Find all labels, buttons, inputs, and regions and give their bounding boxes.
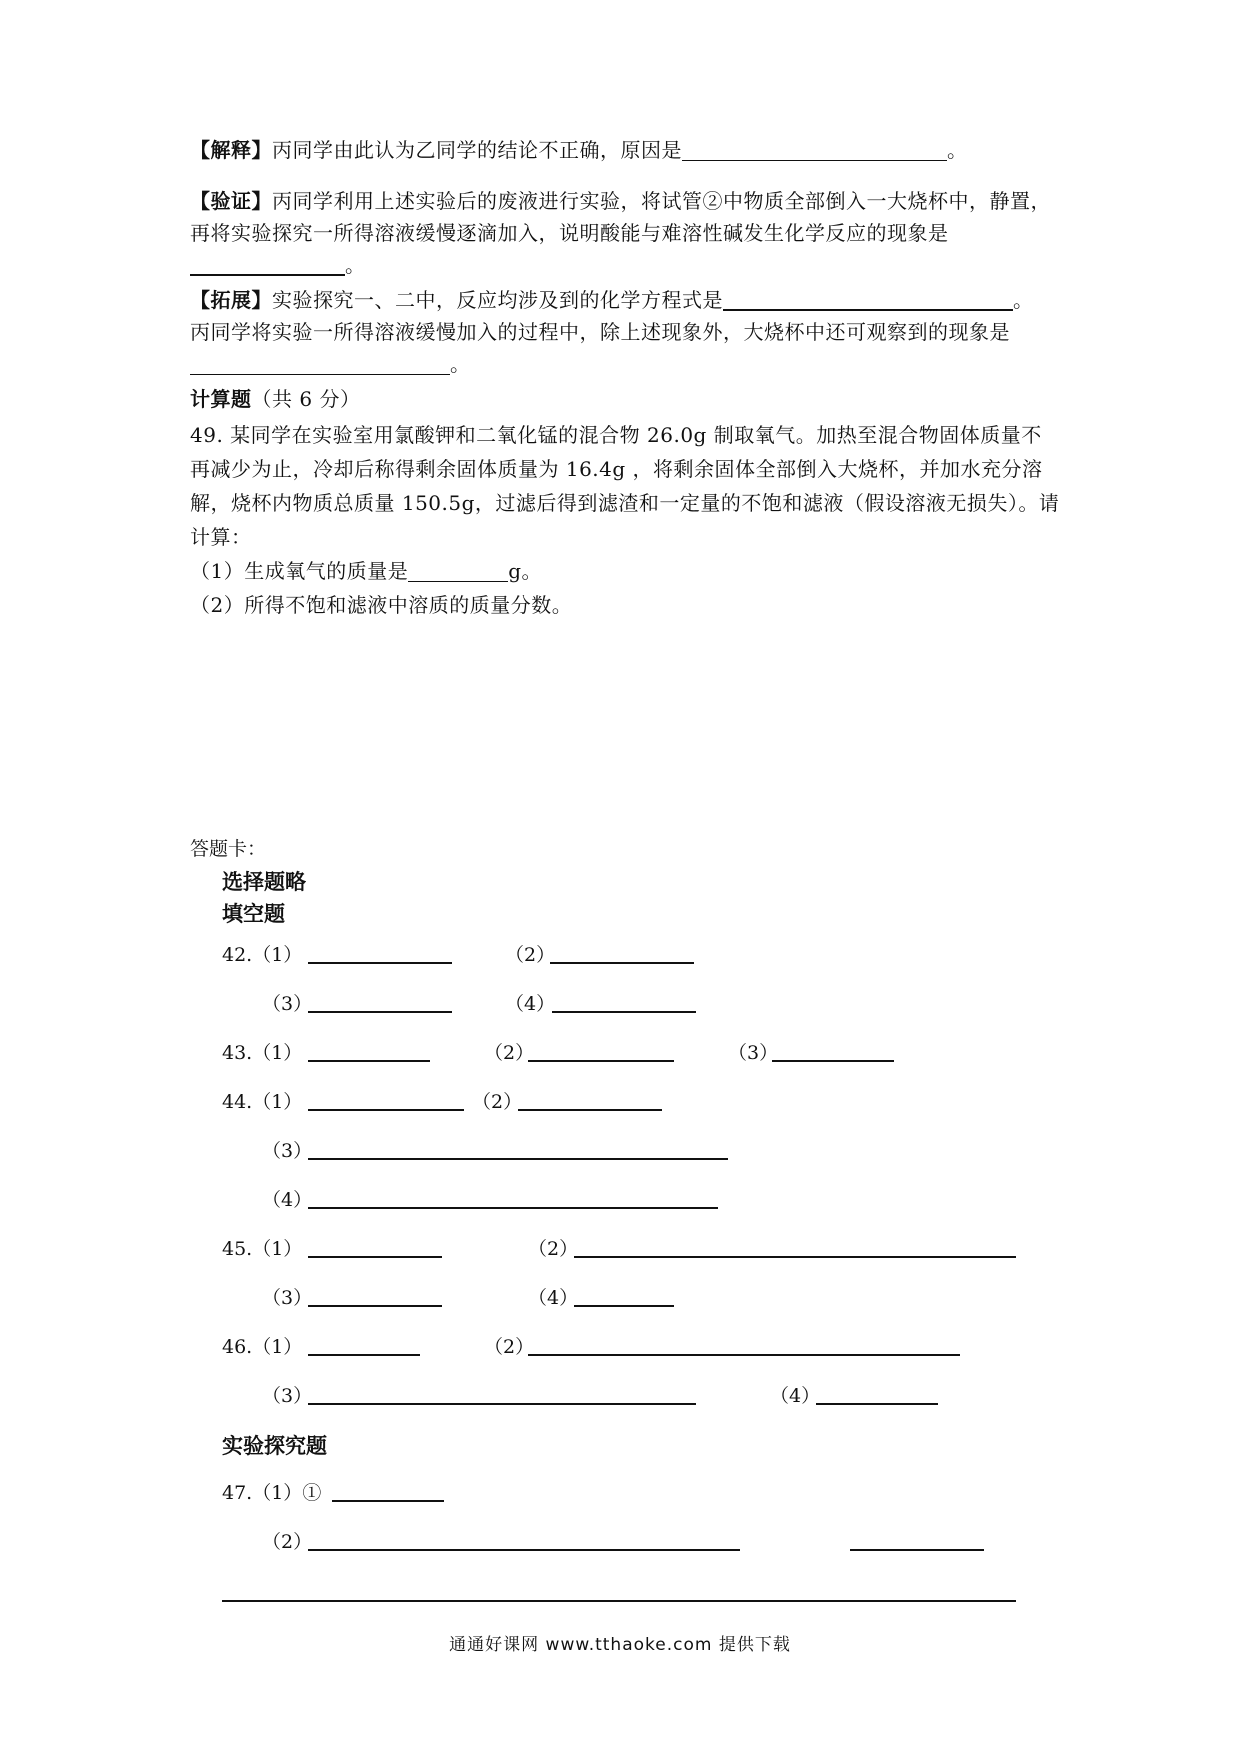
extend-text2: 丙同学将实验一所得溶液缓慢加入的过程中，除上述现象外，大烧杯中还可观察到的现象是: [190, 320, 1010, 344]
verify-tag: 【验证】: [190, 189, 272, 213]
experiment-heading: 实验探究题: [222, 1433, 327, 1458]
question-49: 49. 某同学在实验室用氯酸钾和二氧化锰的混合物 26.0g 制取氧气。加热至混合物固体质量不再减少为止，冷却后称得剩余固体质量为 16.4g ，将剩余固体全部倒入大烧杯，并加水充分溶解，烧杯内物质总质量 150.5g，过滤后得到滤渣和一定量的不饱和滤液（假设溶液无损失）。请计算： （1）生成氧气的质量是 g。 （2）所得不饱和滤液中溶质的质量分数。: [190, 423, 1060, 617]
q47-blank-1[interactable]: [332, 1500, 444, 1502]
q45-label-3: （3）: [262, 1287, 313, 1309]
q43-blank-1[interactable]: [308, 1060, 430, 1062]
q47-blank-2a[interactable]: [308, 1549, 740, 1551]
q43-label-3: （3）: [728, 1042, 779, 1064]
q44-label-2: （2）: [472, 1091, 523, 1113]
q43-label-2: （2）: [484, 1042, 535, 1064]
calc-title: 计算题: [190, 387, 252, 411]
q46-label-4: （4）: [770, 1385, 821, 1407]
footer-source: 通通好课网 www.tthaoke.com 提供下载: [449, 1635, 791, 1655]
q44-label-4: （4）: [262, 1189, 313, 1211]
choice-heading: 选择题略: [222, 869, 306, 894]
q46-blank-4[interactable]: [816, 1403, 938, 1405]
q45-label-4: （4）: [528, 1287, 579, 1309]
q43-row1: 43.（1）: [222, 1042, 303, 1064]
q42-label-2: （2）: [505, 944, 556, 966]
q42-blank-4[interactable]: [552, 1011, 696, 1013]
q45-row1: 45.（1）: [222, 1238, 303, 1260]
q47-row1: 47.（1）①: [222, 1482, 322, 1504]
q43-blank-2[interactable]: [528, 1060, 674, 1062]
explain-blank: [682, 140, 947, 161]
q44-row1: 44.（1）: [222, 1091, 303, 1113]
q47-blank-2c[interactable]: [222, 1600, 1016, 1602]
q47-blank-2b[interactable]: [850, 1549, 984, 1551]
q44-blank-4[interactable]: [308, 1207, 718, 1209]
q44-blank-1[interactable]: [308, 1109, 464, 1111]
q42-blank-3[interactable]: [308, 1011, 452, 1013]
q43-blank-3[interactable]: [772, 1060, 894, 1062]
extend-blank-1: [723, 289, 1013, 311]
q44-blank-3[interactable]: [308, 1158, 728, 1160]
q42-row1: 42.（1）: [222, 944, 303, 966]
verify-blank: [190, 254, 345, 276]
q49-sub2: （2）所得不饱和滤液中溶质的质量分数。: [190, 593, 573, 617]
q45-blank-1[interactable]: [308, 1256, 442, 1258]
verify-paragraph: 【验证】丙同学利用上述实验后的废液进行实验，将试管②中物质全部倒入一大烧杯中，静置，再将实验探究一所得溶液缓慢逐滴加入，说明酸能与难溶性碱发生化学反应的现象是。: [190, 189, 1051, 277]
q46-blank-3[interactable]: [308, 1403, 696, 1405]
calc-heading: [190, 383, 1060, 415]
q49-sub1: （1）生成氧气的质量是: [190, 559, 409, 583]
q49-sub1-blank: [408, 561, 508, 582]
verify-text: 丙同学利用上述实验后的废液进行实验，将试管②中物质全部倒入一大烧杯中，静置，再将实验探究一所得溶液缓慢逐滴加入，说明酸能与难溶性碱发生化学反应的现象是: [190, 189, 1051, 245]
calc-score: （共 6 分）: [251, 387, 361, 411]
q45-blank-2[interactable]: [574, 1256, 1016, 1258]
q49-text: 49. 某同学在实验室用氯酸钾和二氧化锰的混合物 26.0g 制取氧气。加热至混合物固体质量不再减少为止，冷却后称得剩余固体质量为 16.4g ，将剩余固体全部倒入大烧杯，并加水充分溶解，烧杯内物质总质量 150.5g，过滤后得到滤渣和一定量的不饱和滤液（假设溶液无损失）。请计算：: [190, 423, 1060, 549]
extend-text1: 实验探究一、二中，反应均涉及到的化学方程式是: [272, 288, 723, 312]
extend-blank-2: [190, 354, 450, 375]
q42-blank-1[interactable]: [308, 962, 452, 964]
extend-tag: 【拓展】: [190, 288, 272, 312]
explain-tag: 【解释】: [190, 138, 272, 162]
extend-paragraph: 【拓展】实验探究一、二中，反应均涉及到的化学方程式是 。 丙同学将实验一所得溶液缓慢加入的过程中，除上述现象外，大烧杯中还可观察到的现象是。: [190, 288, 1034, 376]
q46-blank-1[interactable]: [308, 1354, 420, 1356]
q46-label-2: （2）: [484, 1336, 535, 1358]
answer-card-title: 答题卡：: [190, 838, 267, 860]
q42-label-3: （3）: [262, 993, 313, 1015]
q42-label-4: （4）: [505, 993, 556, 1015]
q47-label-2: （2）: [262, 1531, 313, 1553]
q42-blank-2[interactable]: [550, 962, 694, 964]
explain-text: 丙同学由此认为乙同学的结论不正确，原因是: [272, 138, 682, 162]
q45-label-2: （2）: [528, 1238, 579, 1260]
q44-label-3: （3）: [262, 1140, 313, 1162]
q46-blank-2[interactable]: [528, 1354, 960, 1356]
q45-blank-3[interactable]: [308, 1305, 442, 1307]
explain-paragraph: 【解释】丙同学由此认为乙同学的结论不正确，原因是 。: [190, 138, 968, 162]
q46-label-3: （3）: [262, 1385, 313, 1407]
q44-blank-2[interactable]: [518, 1109, 662, 1111]
q46-row1: 46.（1）: [222, 1336, 303, 1358]
q45-blank-4[interactable]: [574, 1305, 674, 1307]
fill-heading: 填空题: [222, 901, 285, 926]
